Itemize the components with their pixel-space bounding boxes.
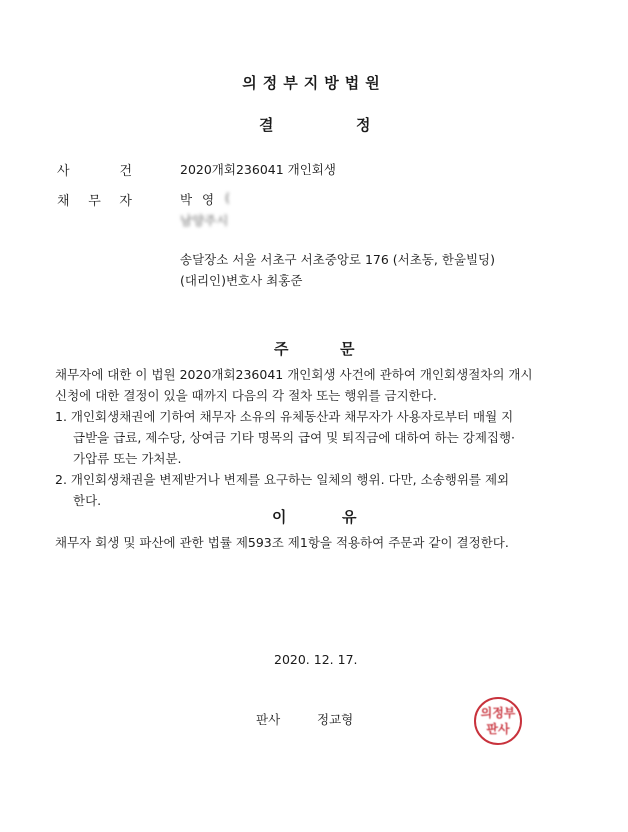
order-heading-right: 문 xyxy=(340,340,355,358)
debtor-service-address: 송달장소 서울 서초구 서초중앙로 176 (서초동, 한울빌딩) xyxy=(180,252,496,267)
case-label: 사 건 xyxy=(57,164,132,179)
seal-text-top: 의정부 xyxy=(480,706,516,720)
order-heading-left: 주 xyxy=(274,340,289,358)
order-item-1-line-2: 급받을 급료, 제수당, 상여금 기타 명목의 급여 및 퇴직금에 대하여 하는 강제집행· xyxy=(73,430,516,445)
order-item-1-line-3: 가압류 또는 가처분. xyxy=(73,451,182,466)
doc-type-left: 결 xyxy=(259,116,274,134)
order-intro-line-2: 신청에 대한 결정이 있을 때까지 다음의 각 절차 또는 행위를 금지한다. xyxy=(55,388,437,403)
reason-heading-left: 이 xyxy=(272,508,287,526)
order-item-2-line-1: 2. 개인회생채권을 변제받거나 변제를 요구하는 일체의 행위. 다만, 소송행위를 제외 xyxy=(55,472,510,487)
debtor-name: 박 xyxy=(180,192,193,207)
judge-name: 정교형 xyxy=(317,712,354,727)
court-seal-stamp xyxy=(474,697,522,745)
doc-type-right: 정 xyxy=(356,116,371,134)
reason-text: 채무자 회생 및 파산에 관한 법률 제593조 제1항을 적용하여 주문과 같이 결정한다. xyxy=(55,535,509,550)
debtor-name-tail: 영 xyxy=(202,192,215,207)
order-item-1-line-1: 1. 개인회생채권에 기하여 채무자 소유의 유체동산과 채무자가 사용자로부터 매월 지 xyxy=(55,409,514,424)
debtor-redacted-address: 남양주시 xyxy=(180,213,229,228)
case-value: 2020개회236041 개인회생 xyxy=(180,162,336,177)
court-name: 의정부지방법원 xyxy=(242,74,386,92)
debtor-agent: (대리인)변호사 최홍준 xyxy=(180,273,303,288)
seal-text-bottom: 판사 xyxy=(486,722,510,736)
debtor-label: 채 무 자 xyxy=(57,194,132,209)
reason-heading-right: 유 xyxy=(342,508,357,526)
judge-title: 판사 xyxy=(256,712,281,727)
order-item-2-line-2: 한다. xyxy=(73,493,102,508)
debtor-redacted-id: ( xyxy=(225,190,230,205)
order-intro-line-1: 채무자에 대한 이 법원 2020개회236041 개인회생 사건에 관하여 개인회생절차의 개시 xyxy=(55,367,533,382)
decision-date: 2020. 12. 17. xyxy=(274,652,358,667)
